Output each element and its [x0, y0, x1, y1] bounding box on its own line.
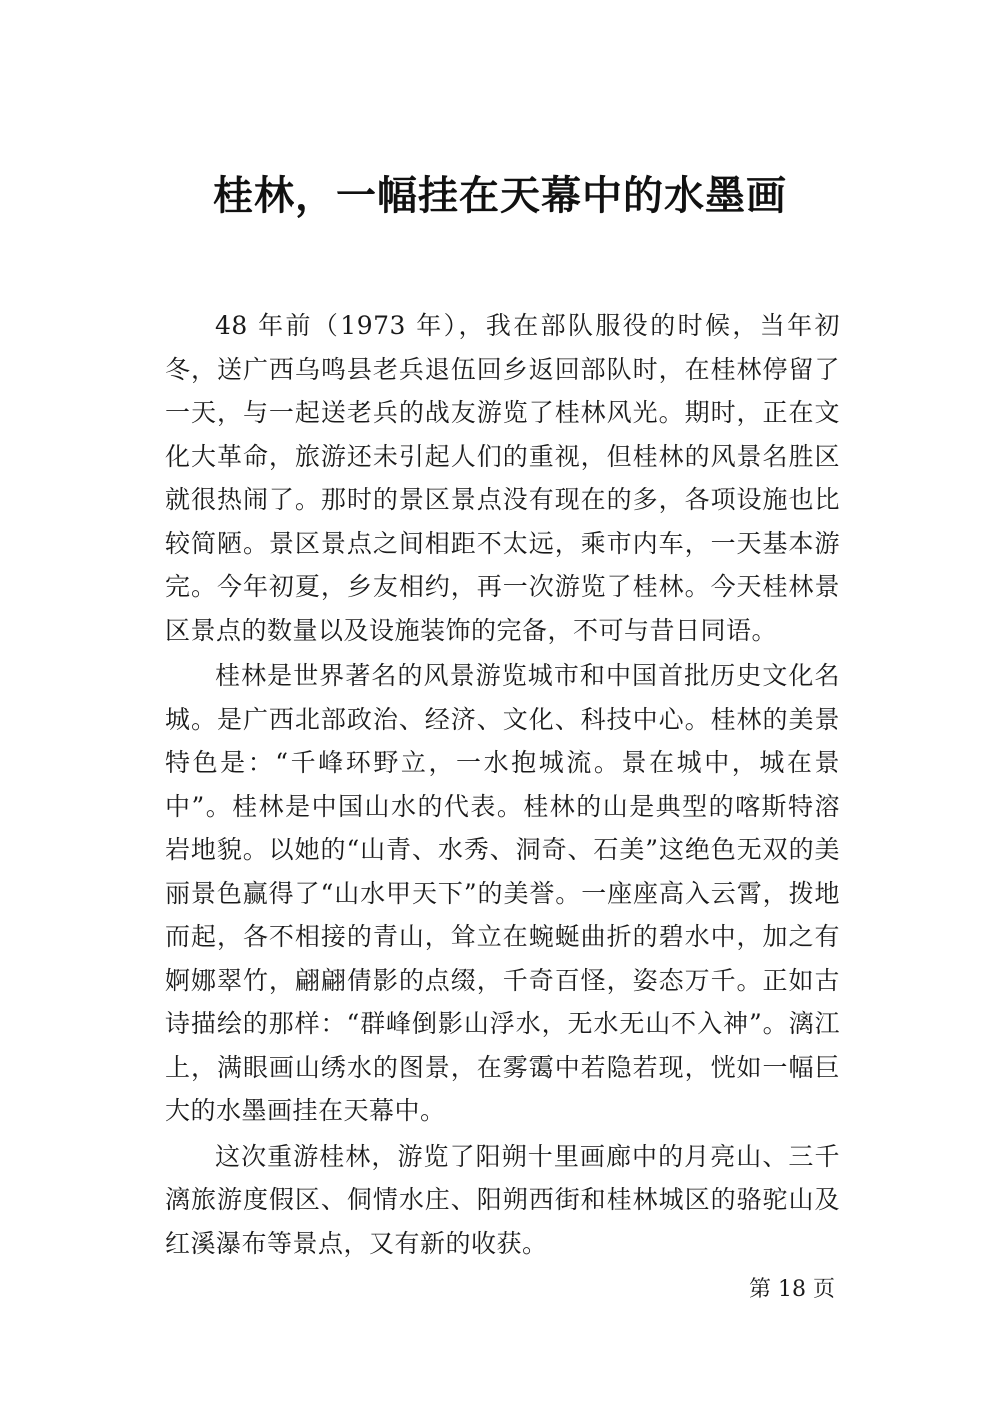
page-number-suffix: 页 — [812, 1277, 835, 1302]
paragraph-1: 48 年前（1973 年），我在部队服役的时候，当年初冬，送广西乌鸣县老兵退伍回乡返回部队时，在桂林停留了一天，与一起送老兵的战友游览了桂林风光。期时，正在文化大革命，旅游还未引起人们的重视，但桂林的风景名胜区就很热闹了。那时的景区景点没有现在的多，各项设施也比较简陋。景区景点之间相距不太远，乘市内车，一天基本游完。今年初夏，乡友相约，再一次游览了桂林。今天桂林景区景点的数量以及设施装饰的完备，不可与昔日同语。 — [165, 311, 840, 645]
article-body — [165, 304, 840, 1267]
page-title: 桂林，一幅挂在天幕中的水墨画 — [213, 173, 787, 219]
page-number-prefix: 第 — [748, 1277, 771, 1302]
paragraph-3: 这次重游桂林，游览了阳朔十里画廊中的月亮山、三千漓旅游度假区、侗情水庄、阳朔西街和桂林城区的骆驼山及红溪瀑布等景点，又有新的收获。 — [165, 1141, 840, 1258]
page-number-value: 18 — [777, 1277, 806, 1302]
page-number — [749, 1272, 835, 1303]
paragraph-2: 桂林是世界著名的风景游览城市和中国首批历史文化名城。是广西北部政治、经济、文化、科技中心。桂林的美景特色是：“千峰环野立，一水抱城流。景在城中，城在景中”。桂林是中国山水的代表。桂林的山是典型的喀斯特溶岩地貌。以她的“山青、水秀、洞奇、石美”这绝色无双的美丽景色赢得了“山水甲天下”的美誉。一座座高入云霄，拨地而起，各不相接的青山，耸立在蜿蜒曲折的碧水中，加之有婀娜翠竹，翩翩倩影的点缀，千奇百怪，姿态万千。正如古诗描绘的那样：“群峰倒影山浮水，无水无山不入神”。漓江上，满眼画山绣水的图景，在雾霭中若隐若现，恍如一幅巨大的水墨画挂在天幕中。 — [165, 661, 840, 1125]
